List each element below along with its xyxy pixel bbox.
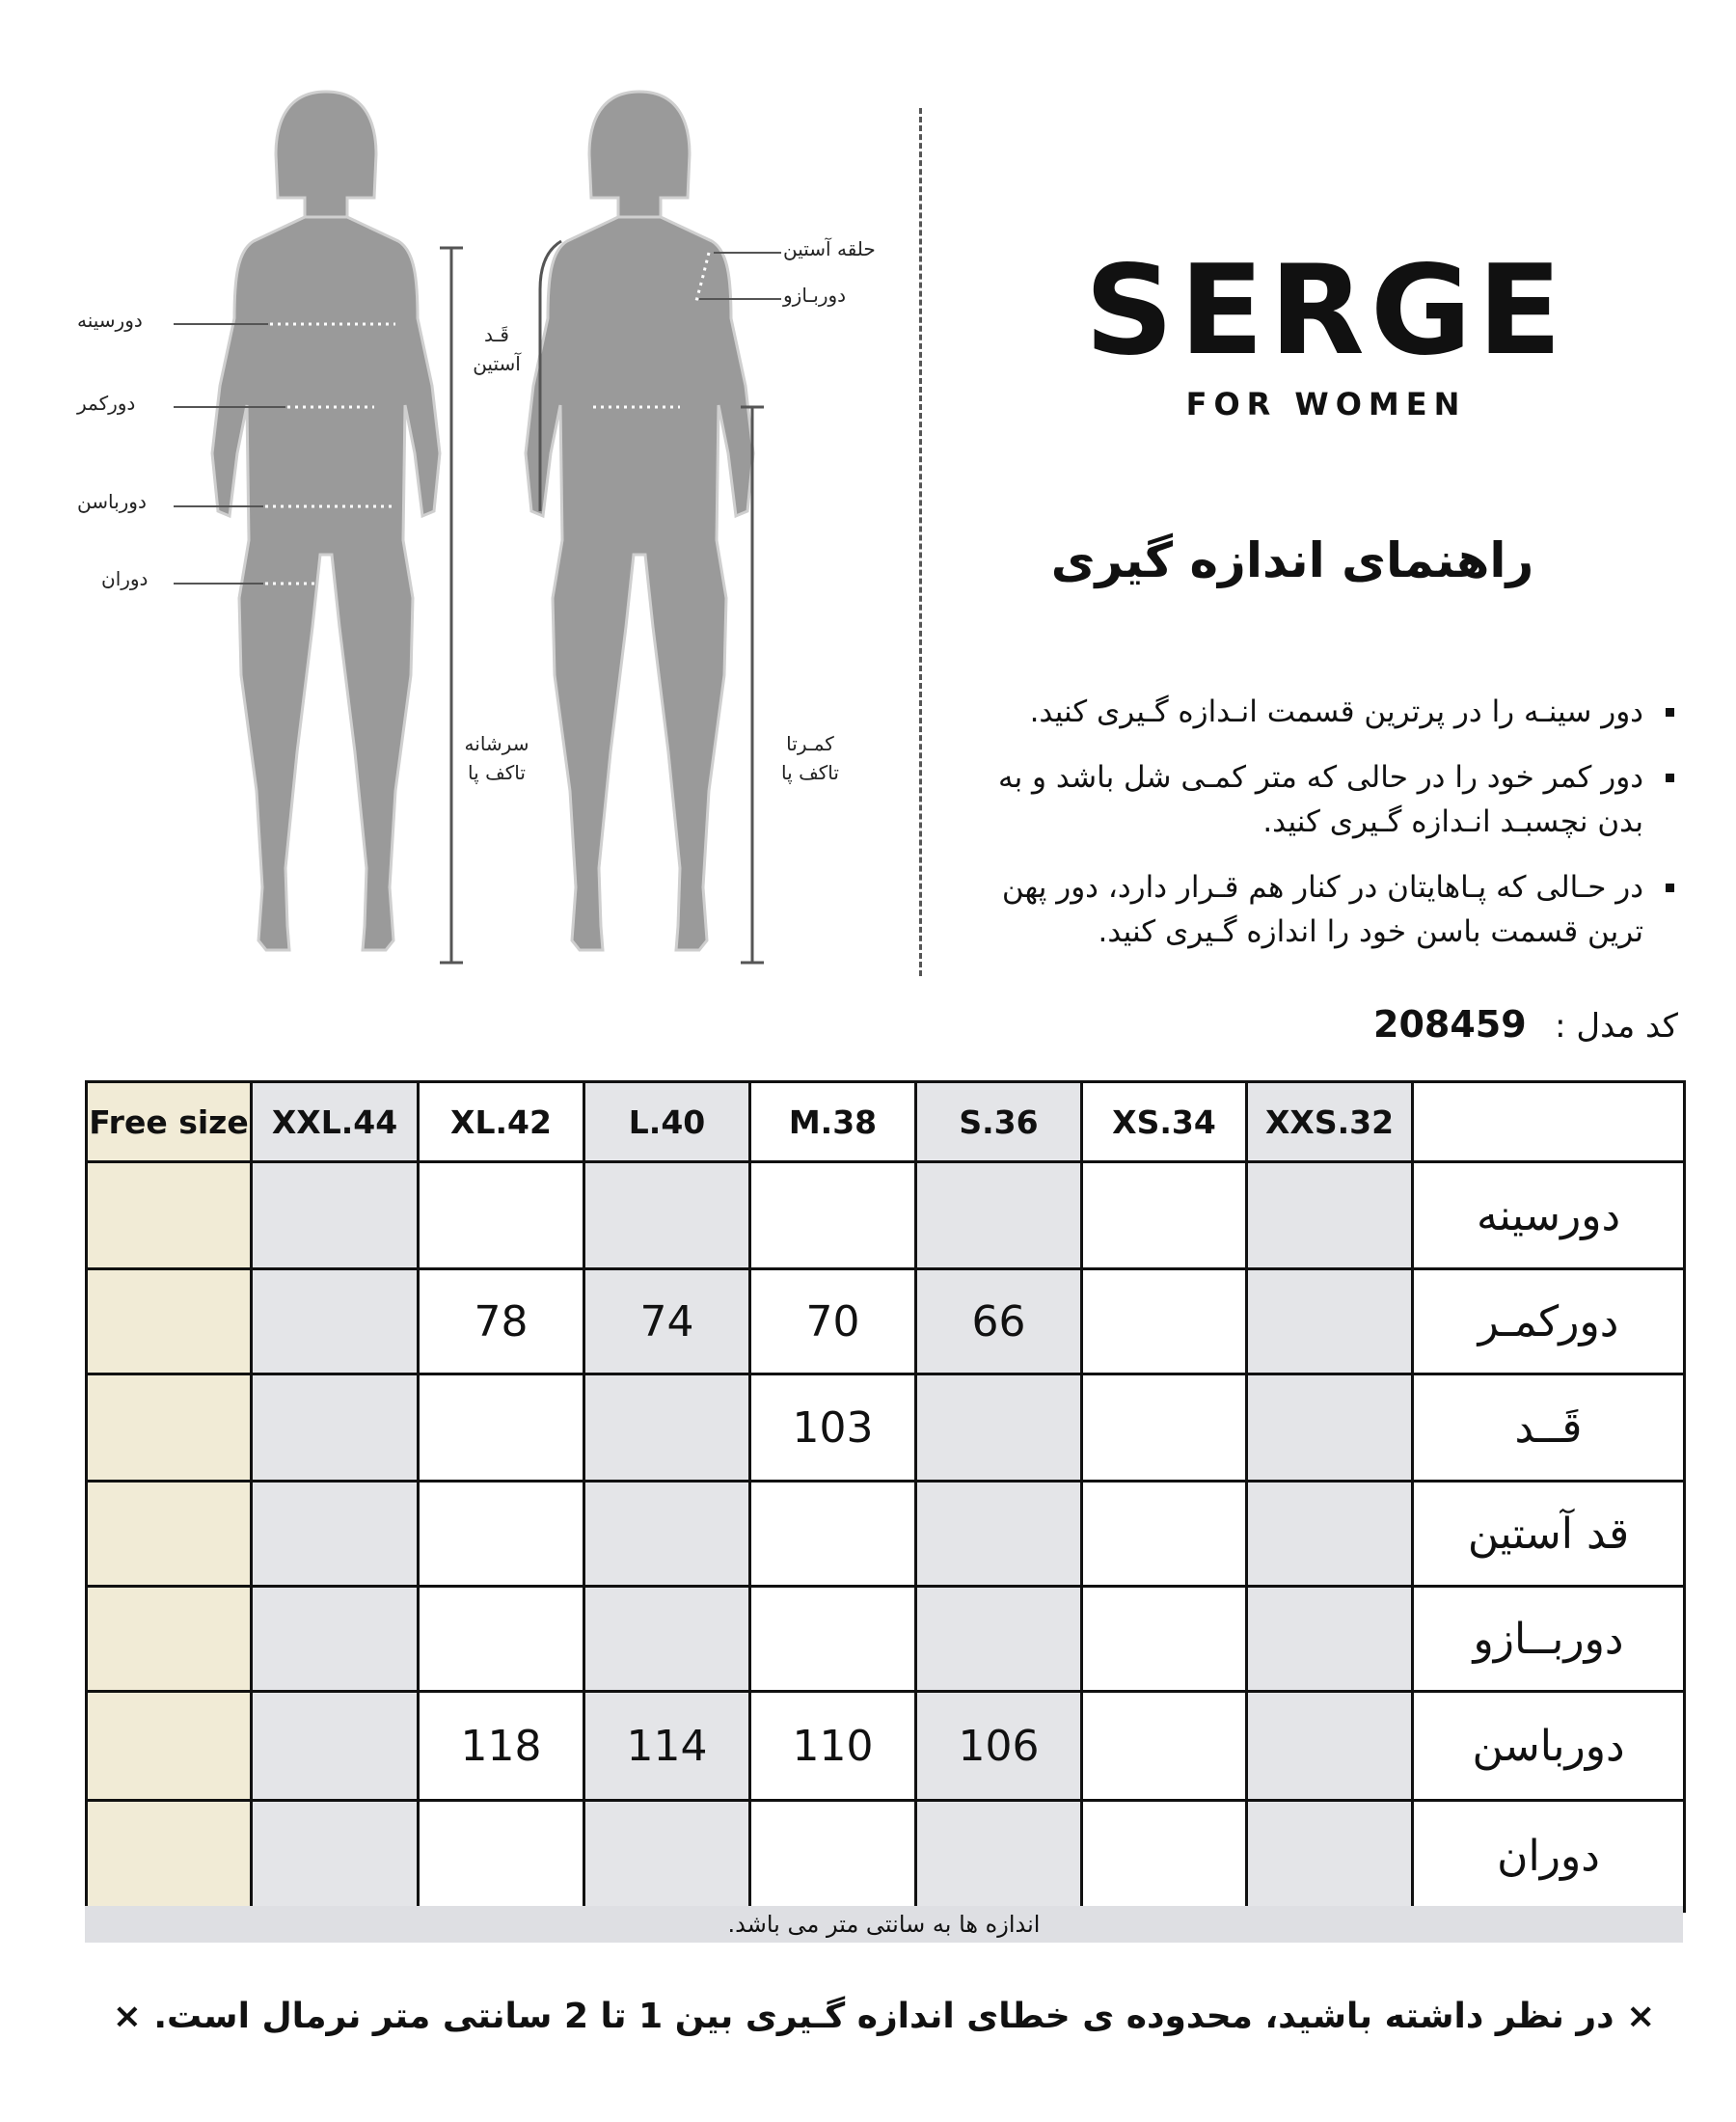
table-cell [87,1692,252,1801]
table-cell [750,1801,916,1912]
instruction-item: دور کمر خود را در حالی که متر کمـی شل باشد و به بدن نچسبـد انـدازه گـیری کنید. [955,755,1678,844]
instruction-item: دور سینـه را در پرترین قسمت انـدازه گـیری کنید. [955,690,1678,734]
instruction-item: در حـالی که پـاهایتان در کنار هم قـرار دارد، دور پهن ترین قسمت باسن خود را اندازه گـیری کنید. [955,865,1678,954]
row-label: دوران [1413,1801,1685,1912]
label-waist-to-sole [767,729,854,787]
table-cell [252,1482,419,1587]
label-sleeve-length [458,320,535,378]
table-cell [916,1482,1082,1587]
table-cell [1247,1801,1413,1912]
table-cell [252,1801,419,1912]
table-cell [1082,1801,1247,1912]
label-shoulder-to-sole-line1: سرشانه [464,732,529,755]
table-cell: 106 [916,1692,1082,1801]
row-label: دورباسن [1413,1692,1685,1801]
row-label: دورسینه [1413,1162,1685,1269]
dashed-divider [919,108,922,976]
table-cell [1082,1692,1247,1801]
table-cell: 66 [916,1269,1082,1374]
table-cell [1247,1482,1413,1587]
column-header: L.40 [584,1082,750,1162]
table-row [87,1269,1685,1374]
unit-note: اندازه ها به سانتی متر می باشد. [85,1906,1683,1943]
row-label: قد آستین [1413,1482,1685,1587]
row-label: دوربــازو [1413,1587,1685,1692]
table-cell [584,1374,750,1482]
back-view-figure [212,92,440,950]
table-cell: 74 [584,1269,750,1374]
table-cell [252,1374,419,1482]
table-cell [1247,1587,1413,1692]
table-row [87,1692,1685,1801]
front-view-figure [526,92,753,950]
column-header: XXS.32 [1247,1082,1413,1162]
table-cell [916,1162,1082,1269]
guide-title: راهنمای اندازه گیری [1050,532,1534,588]
table-cell [87,1801,252,1912]
column-header: S.36 [916,1082,1082,1162]
label-arm: دوربـازو [783,284,847,307]
table-cell [87,1374,252,1482]
table-cell [1247,1269,1413,1374]
table-cell: 70 [750,1269,916,1374]
table-cell [419,1587,584,1692]
table-row [87,1587,1685,1692]
table-cell [916,1801,1082,1912]
label-waist-to-sole-line1: کمـرتا [786,732,834,755]
model-code-row [1234,1003,1678,1046]
table-cell: 114 [584,1692,750,1801]
table-cell [584,1587,750,1692]
table-cell [1082,1587,1247,1692]
column-header: Free size [87,1082,252,1162]
table-cell [1247,1692,1413,1801]
table-row [87,1374,1685,1482]
label-waist-to-sole-line2: تاکف پا [781,761,839,784]
header-corner [1413,1082,1685,1162]
table-cell [252,1269,419,1374]
instructions-list [955,690,1678,975]
size-table [85,1080,1686,1913]
label-shoulder-to-sole [453,729,540,787]
table-row [87,1162,1685,1269]
column-header: XXL.44 [252,1082,419,1162]
row-label: دورکمـر [1413,1269,1685,1374]
table-cell [916,1587,1082,1692]
table-cell [750,1587,916,1692]
label-hip: دورباسن [77,490,147,513]
table-cell [87,1587,252,1692]
label-shoulder-to-sole-line2: تاکف پا [468,761,526,784]
table-cell [419,1374,584,1482]
table-cell: 110 [750,1692,916,1801]
table-cell [750,1162,916,1269]
table-row [87,1482,1685,1587]
table-cell [87,1162,252,1269]
label-sleeve-length-line1: قَـد [484,323,509,346]
table-cell: 103 [750,1374,916,1482]
model-label: کد مدل : [1555,1007,1678,1046]
table-cell: 78 [419,1269,584,1374]
table-cell [1247,1374,1413,1482]
brand-logo: SERGE [1084,239,1568,383]
table-cell [584,1482,750,1587]
table-cell [916,1374,1082,1482]
table-cell [87,1482,252,1587]
table-cell [1082,1162,1247,1269]
model-code: 208459 [1373,1003,1527,1046]
table-cell: 118 [419,1692,584,1801]
table-cell [252,1162,419,1269]
table-cell [584,1801,750,1912]
table-cell [1082,1269,1247,1374]
label-chest: دورسینه [77,309,143,332]
table-cell [1082,1482,1247,1587]
brand-subtitle: FOR WOMEN [1185,386,1467,422]
footer-note: × در نظر داشته باشید، محدوده ی خطای اندازه گـیری بین 1 تا 2 سانتی متر نرمال است. × [112,1997,1656,2036]
table-cell [584,1162,750,1269]
column-header: M.38 [750,1082,916,1162]
table-cell [1082,1374,1247,1482]
row-label: قَــد [1413,1374,1685,1482]
table-cell [419,1162,584,1269]
table-cell [750,1482,916,1587]
table-cell [419,1801,584,1912]
table-header-row [87,1082,1685,1162]
table-cell [1247,1162,1413,1269]
label-waist: دورکمر [77,392,136,415]
table-cell [252,1587,419,1692]
column-header: XL.42 [419,1082,584,1162]
label-armhole: حلقه آستین [783,237,876,260]
label-sleeve-length-line2: آستین [473,352,521,375]
table-cell [252,1692,419,1801]
column-header: XS.34 [1082,1082,1247,1162]
label-thigh: دوران [101,567,149,590]
table-cell [87,1269,252,1374]
table-cell [419,1482,584,1587]
table-row [87,1801,1685,1912]
